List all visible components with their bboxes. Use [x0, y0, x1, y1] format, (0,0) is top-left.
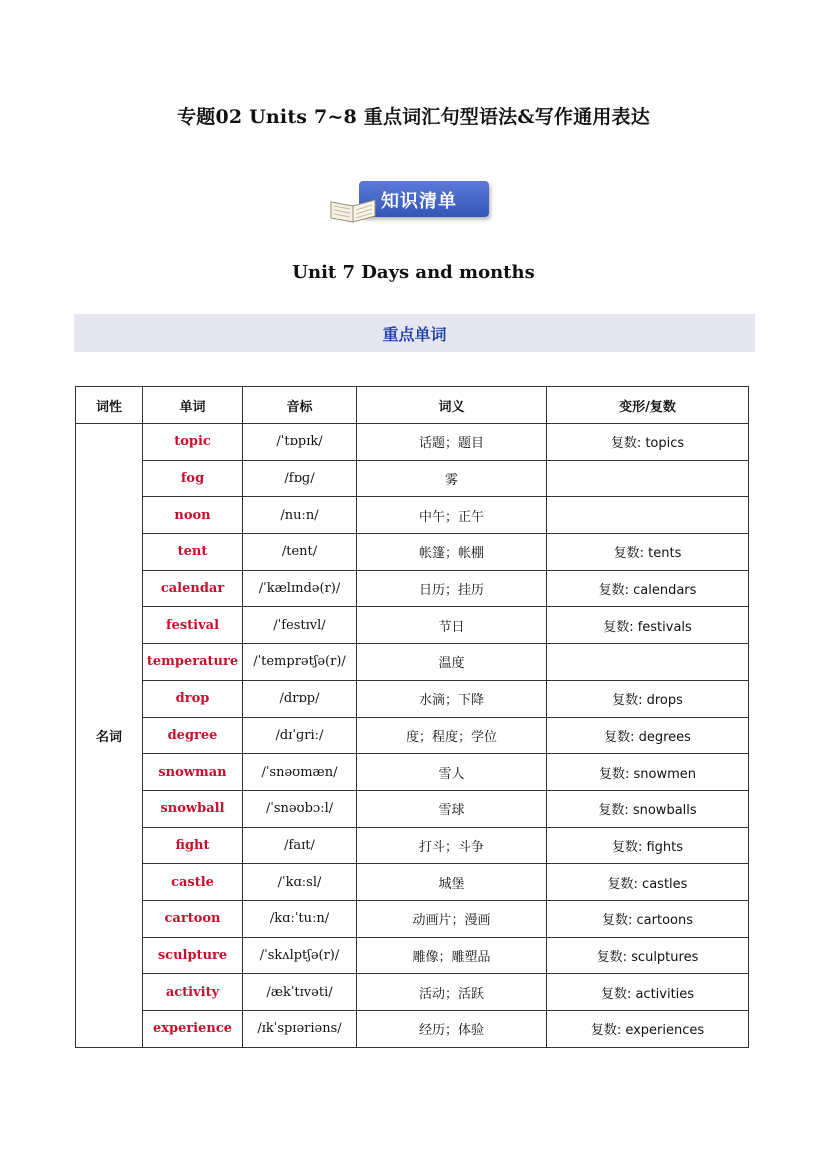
- word-cell: snowman: [143, 754, 243, 791]
- plural-cell: 复数: snowmen: [547, 754, 749, 791]
- word-cell: snowball: [143, 790, 243, 827]
- section-title: 重点单词: [382, 324, 447, 344]
- table-header-row: [76, 387, 749, 424]
- section-header: [74, 314, 755, 352]
- meaning-cell: 话题；题目: [357, 424, 547, 461]
- word-cell: sculpture: [143, 937, 243, 974]
- table-row: [76, 900, 749, 937]
- table-row: [76, 827, 749, 864]
- plural-cell: 复数: drops: [547, 680, 749, 717]
- meaning-cell: 活动；活跃: [357, 974, 547, 1011]
- phonetic-cell: /fɒɡ/: [243, 460, 357, 497]
- pos-cell: 名词: [76, 424, 143, 1048]
- word-cell: fog: [143, 460, 243, 497]
- header-phonetic: 音标: [243, 387, 357, 424]
- vocabulary-table: [75, 386, 749, 1048]
- word-cell: drop: [143, 680, 243, 717]
- meaning-cell: 节日: [357, 607, 547, 644]
- word-cell: temperature: [143, 644, 243, 681]
- word-cell: castle: [143, 864, 243, 901]
- table-row: [76, 680, 749, 717]
- table-row: [76, 937, 749, 974]
- word-cell: tent: [143, 534, 243, 571]
- meaning-cell: 度；程度；学位: [357, 717, 547, 754]
- plural-cell: 复数: snowballs: [547, 790, 749, 827]
- word-cell: calendar: [143, 570, 243, 607]
- meaning-cell: 经历；体验: [357, 1011, 547, 1048]
- phonetic-cell: /ɪkˈspɪəriəns/: [243, 1011, 357, 1048]
- open-book-icon: [329, 192, 379, 224]
- phonetic-cell: /drɒp/: [243, 680, 357, 717]
- word-cell: degree: [143, 717, 243, 754]
- plural-cell: 复数: cartoons: [547, 900, 749, 937]
- meaning-cell: 中午；正午: [357, 497, 547, 534]
- header-pos: 词性: [76, 387, 143, 424]
- plural-cell: [547, 497, 749, 534]
- phonetic-cell: /ækˈtɪvəti/: [243, 974, 357, 1011]
- plural-cell: 复数: topics: [547, 424, 749, 461]
- phonetic-cell: /ˈfestɪvl/: [243, 607, 357, 644]
- plural-cell: 复数: activities: [547, 974, 749, 1011]
- phonetic-cell: /ˈkɑːsl/: [243, 864, 357, 901]
- phonetic-cell: /ˈsnəʊmæn/: [243, 754, 357, 791]
- phonetic-cell: /ˈtemprətʃə(r)/: [243, 644, 357, 681]
- table-row: [76, 460, 749, 497]
- table-row: [76, 424, 749, 461]
- phonetic-cell: /ˈtɒpɪk/: [243, 424, 357, 461]
- table-row: [76, 790, 749, 827]
- meaning-cell: 雾: [357, 460, 547, 497]
- table-row: [76, 534, 749, 571]
- meaning-cell: 帐篷；帐棚: [357, 534, 547, 571]
- phonetic-cell: /ˈsnəʊbɔːl/: [243, 790, 357, 827]
- phonetic-cell: /faɪt/: [243, 827, 357, 864]
- plural-cell: 复数: sculptures: [547, 937, 749, 974]
- table-row: [76, 717, 749, 754]
- plural-cell: [547, 644, 749, 681]
- table-row: [76, 497, 749, 534]
- word-cell: activity: [143, 974, 243, 1011]
- meaning-cell: 打斗；斗争: [357, 827, 547, 864]
- meaning-cell: 日历；挂历: [357, 570, 547, 607]
- phonetic-cell: /tent/: [243, 534, 357, 571]
- page-title: 专题02 Units 7~8 重点词汇句型语法&写作通用表达: [177, 106, 650, 128]
- word-cell: cartoon: [143, 900, 243, 937]
- meaning-cell: 雪球: [357, 790, 547, 827]
- meaning-cell: 动画片；漫画: [357, 900, 547, 937]
- meaning-cell: 雪人: [357, 754, 547, 791]
- table-row: [76, 644, 749, 681]
- phonetic-cell: /ˈkælɪndə(r)/: [243, 570, 357, 607]
- table-row: [76, 607, 749, 644]
- header-meaning: 词义: [357, 387, 547, 424]
- table-row: [76, 1011, 749, 1048]
- plural-cell: 复数: calendars: [547, 570, 749, 607]
- plural-cell: 复数: tents: [547, 534, 749, 571]
- word-cell: fight: [143, 827, 243, 864]
- phonetic-cell: /ˈskʌlptʃə(r)/: [243, 937, 357, 974]
- table-row: [76, 864, 749, 901]
- table-row: [76, 974, 749, 1011]
- header-plural: 变形/复数: [547, 387, 749, 424]
- plural-cell: 复数: degrees: [547, 717, 749, 754]
- word-cell: noon: [143, 497, 243, 534]
- table-row: [76, 570, 749, 607]
- meaning-cell: 水滴；下降: [357, 680, 547, 717]
- plural-cell: 复数: fights: [547, 827, 749, 864]
- word-cell: topic: [143, 424, 243, 461]
- plural-cell: 复数: castles: [547, 864, 749, 901]
- badge-label: 知识清单: [381, 191, 457, 212]
- plural-cell: 复数: festivals: [547, 607, 749, 644]
- phonetic-cell: /dɪˈɡriː/: [243, 717, 357, 754]
- phonetic-cell: /nuːn/: [243, 497, 357, 534]
- phonetic-cell: /kɑːˈtuːn/: [243, 900, 357, 937]
- unit-title: Unit 7 Days and months: [292, 262, 535, 283]
- word-cell: festival: [143, 607, 243, 644]
- plural-cell: [547, 460, 749, 497]
- meaning-cell: 雕像；雕塑品: [357, 937, 547, 974]
- word-cell: experience: [143, 1011, 243, 1048]
- plural-cell: 复数: experiences: [547, 1011, 749, 1048]
- meaning-cell: 温度: [357, 644, 547, 681]
- header-word: 单词: [143, 387, 243, 424]
- knowledge-list-badge: [329, 178, 495, 226]
- meaning-cell: 城堡: [357, 864, 547, 901]
- table-row: [76, 754, 749, 791]
